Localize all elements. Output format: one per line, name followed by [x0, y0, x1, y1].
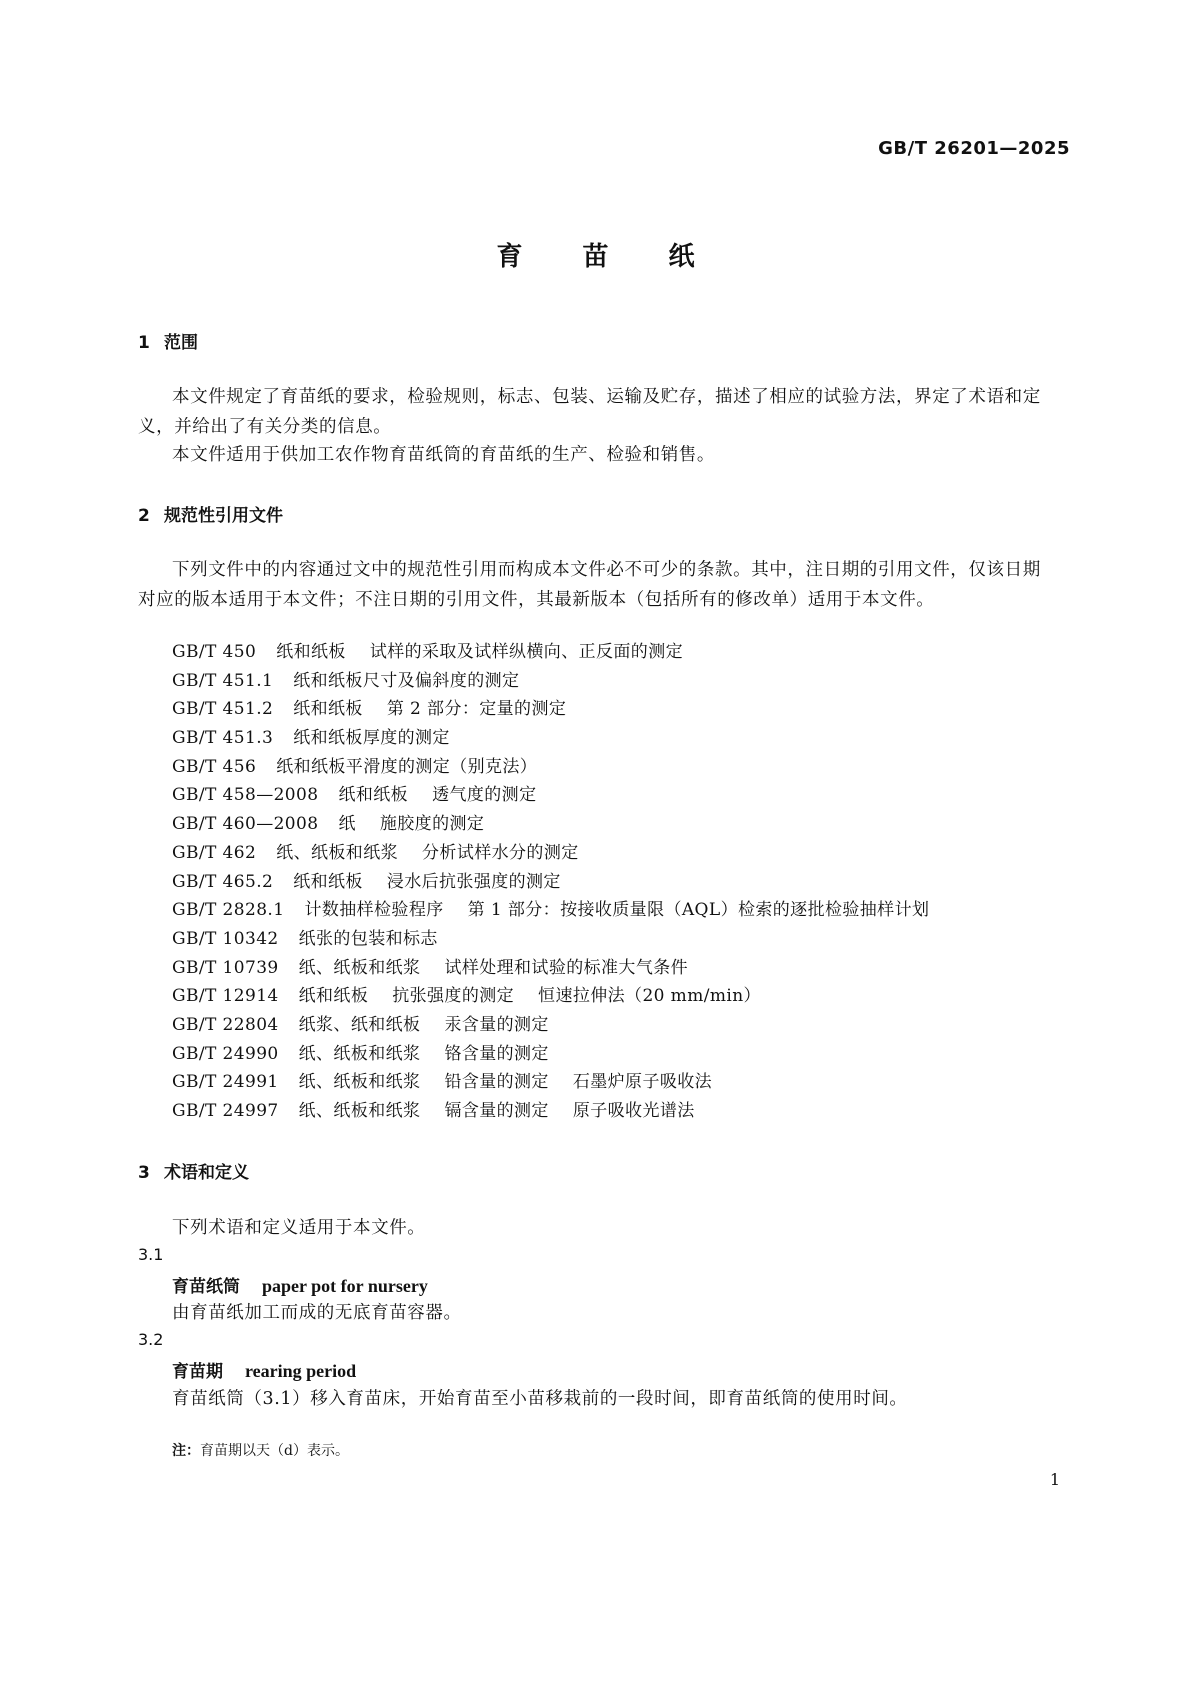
reference-title-part: 汞含量的测定	[444, 1014, 549, 1035]
term-zh: 育苗期	[172, 1362, 223, 1382]
reference-code: GB/T 24991	[172, 1072, 279, 1093]
reference-item	[172, 954, 929, 983]
term-zh: 育苗纸筒	[172, 1277, 240, 1297]
reference-code: GB/T 24990	[172, 1043, 279, 1064]
reference-title-part: 石墨炉原子吸收法	[572, 1072, 713, 1093]
term-definition: 由育苗纸加工而成的无底育苗容器。	[172, 1303, 462, 1323]
reference-code: GB/T 22804	[172, 1014, 279, 1035]
reference-item	[172, 925, 929, 954]
section-1-paragraph-1: 本文件规定了育苗纸的要求，检验规则，标志、包装、运输及贮存，描述了相应的试验方法，界定了术语和定义，并给出了有关分类的信息。	[138, 387, 1041, 437]
reference-code: GB/T 10342	[172, 928, 279, 949]
reference-title-part: 纸和纸板尺寸及偏斜度的测定	[293, 670, 520, 691]
reference-title-part: 铅含量的测定	[444, 1072, 549, 1093]
reference-item	[172, 1011, 929, 1040]
section-title: 术语和定义	[164, 1163, 249, 1183]
reference-item	[172, 638, 929, 667]
reference-title-part: 恒速拉伸法（20 mm/min）	[538, 986, 761, 1007]
reference-code: GB/T 465.2	[172, 871, 274, 892]
reference-title-part: 试样的采取及试样纵横向、正反面的测定	[369, 642, 684, 662]
reference-code: GB/T 450	[172, 642, 257, 662]
reference-title-part: 纸和纸板	[293, 699, 363, 720]
reference-code: GB/T 12914	[172, 986, 279, 1007]
section-number: 1	[138, 333, 150, 353]
reference-item	[172, 1040, 929, 1069]
reference-title-part: 分析试样水分的测定	[422, 842, 579, 863]
reference-title-part: 纸、纸板和纸浆	[298, 957, 421, 978]
reference-title-part: 透气度的测定	[432, 785, 537, 806]
reference-title-part: 纸和纸板	[276, 642, 346, 662]
section-1-paragraph-2: 本文件适用于供加工农作物育苗纸筒的育苗纸的生产、检验和销售。	[172, 445, 715, 465]
reference-title-part: 施胶度的测定	[379, 814, 485, 835]
reference-title-part: 铬含量的测定	[444, 1043, 549, 1064]
reference-item	[172, 781, 929, 810]
term-entry	[172, 1272, 428, 1297]
reference-code: GB/T 451.1	[172, 670, 274, 691]
section-number: 3	[138, 1163, 150, 1183]
reference-item	[172, 1068, 929, 1097]
reference-title-part: 纸	[338, 814, 356, 835]
reference-title-part: 纸、纸板和纸浆	[298, 1101, 421, 1121]
reference-item	[172, 753, 929, 782]
reference-item	[172, 1097, 929, 1126]
note-label: 注：	[172, 1443, 200, 1459]
section-2-paragraph: 下列文件中的内容通过文中的规范性引用而构成本文件必不可少的条款。其中，注日期的引用文件，仅该日期对应的版本适用于本文件；不注日期的引用文件，其最新版本（包括所有的修改单）适用于本文件。	[138, 560, 1041, 610]
section-1-heading	[138, 328, 198, 353]
reference-item	[172, 667, 929, 696]
reference-code: GB/T 460—2008	[172, 814, 319, 835]
section-title: 规范性引用文件	[164, 506, 283, 526]
reference-code: GB/T 10739	[172, 957, 279, 978]
reference-item	[172, 810, 929, 839]
standard-code: GB/T 26201—2025	[878, 138, 1070, 159]
note	[172, 1440, 349, 1460]
reference-code: GB/T 24997	[172, 1101, 279, 1121]
reference-code: GB/T 462	[172, 842, 257, 863]
reference-title-part: 镉含量的测定	[444, 1101, 549, 1121]
reference-title-part: 纸和纸板平滑度的测定（别克法）	[276, 756, 538, 777]
section-3-heading	[138, 1158, 249, 1183]
reference-code: GB/T 2828.1	[172, 900, 285, 921]
reference-title-part: 第 2 部分：定量的测定	[386, 699, 567, 720]
page-number: 1	[1049, 1470, 1060, 1489]
reference-code: GB/T 451.2	[172, 699, 274, 720]
reference-code: GB/T 451.3	[172, 728, 274, 749]
reference-title-part: 第 1 部分：按接收质量限（AQL）检索的逐批检验抽样计划	[467, 900, 930, 921]
reference-item	[172, 839, 929, 868]
section-3-intro: 下列术语和定义适用于本文件。	[172, 1218, 426, 1238]
reference-item	[172, 724, 929, 753]
document-title: 育苗纸	[496, 242, 755, 272]
reference-title-part: 抗张强度的测定	[392, 986, 515, 1007]
reference-title-part: 纸、纸板和纸浆	[276, 842, 399, 863]
reference-title-part: 纸和纸板	[298, 986, 369, 1007]
reference-title-part: 纸张的包装和标志	[298, 928, 438, 949]
reference-item	[172, 868, 929, 897]
term-number: 3.2	[138, 1330, 164, 1349]
reference-item	[172, 896, 929, 925]
reference-title-part: 纸和纸板	[338, 785, 409, 806]
reference-title-part: 纸和纸板	[293, 871, 363, 892]
section-2-heading	[138, 501, 283, 526]
reference-title-part: 纸、纸板和纸浆	[298, 1043, 421, 1064]
term-definition: 育苗纸筒（3.1）移入育苗床，开始育苗至小苗移栽前的一段时间，即育苗纸筒的使用时间。	[172, 1389, 908, 1409]
reference-title-part: 纸、纸板和纸浆	[298, 1072, 421, 1093]
reference-code: GB/T 456	[172, 756, 257, 777]
term-en: rearing period	[245, 1361, 357, 1381]
term-en: paper pot for nursery	[262, 1276, 428, 1296]
normative-references-list	[172, 638, 929, 1126]
reference-title-part: 纸和纸板厚度的测定	[293, 728, 450, 749]
reference-title-part: 原子吸收光谱法	[572, 1101, 695, 1121]
term-number: 3.1	[138, 1245, 164, 1264]
note-text: 育苗期以天（d）表示。	[200, 1443, 349, 1459]
reference-title-part: 计数抽样检验程序	[304, 900, 444, 921]
reference-title-part: 试样处理和试验的标准大气条件	[444, 957, 689, 978]
section-number: 2	[138, 506, 150, 526]
term-entry	[172, 1357, 356, 1382]
reference-item	[172, 982, 929, 1011]
reference-title-part: 浸水后抗张强度的测定	[386, 871, 561, 892]
section-title: 范围	[164, 333, 198, 353]
reference-item	[172, 695, 929, 724]
reference-title-part: 纸浆、纸和纸板	[298, 1014, 421, 1035]
reference-code: GB/T 458—2008	[172, 785, 319, 806]
